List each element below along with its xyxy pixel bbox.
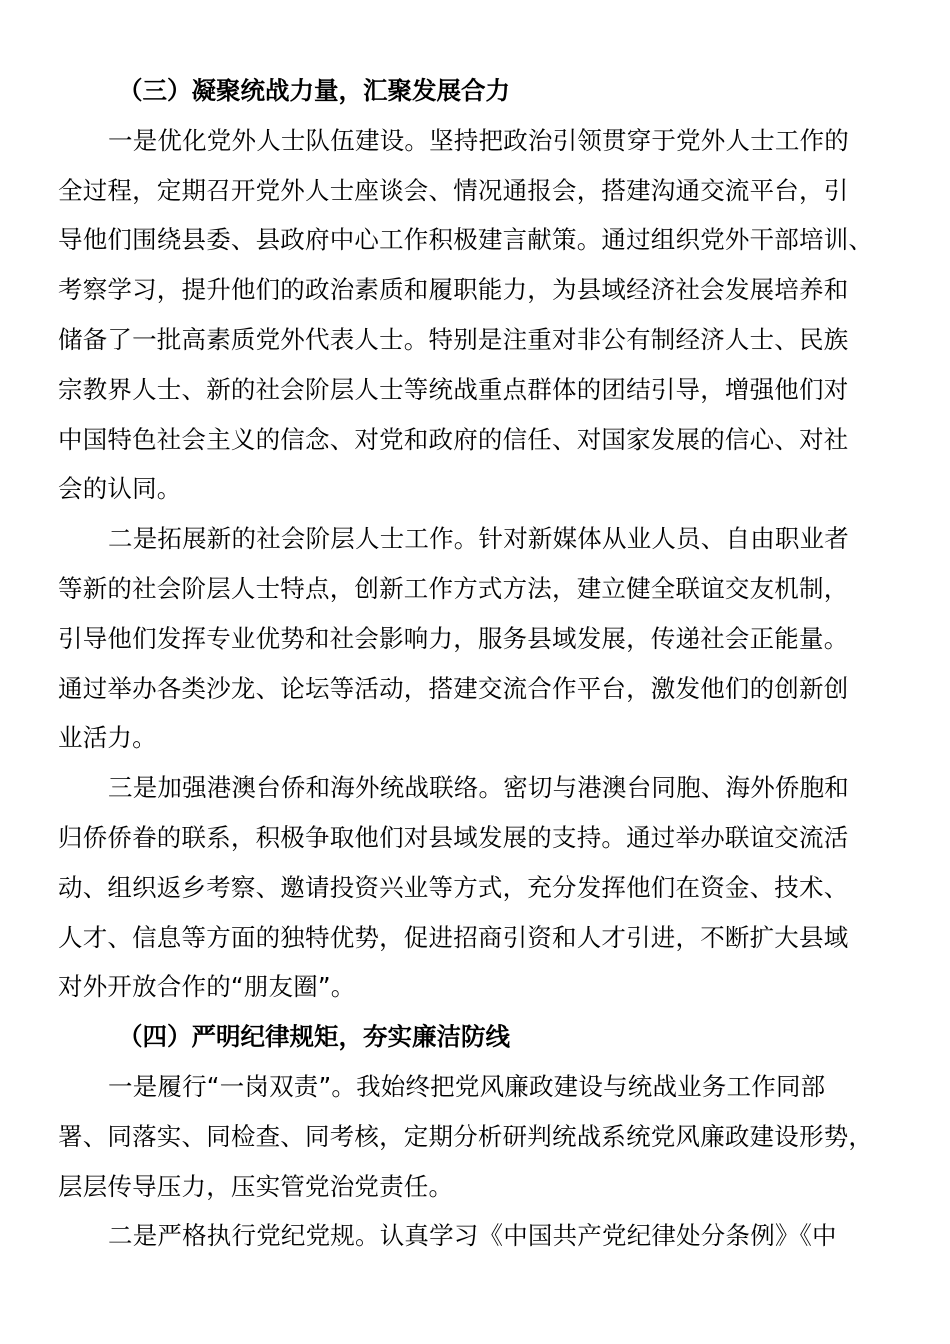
text-line: 储备了一批高素质党外代表人士。特别是注重对非公有制经济人士、民族 [58, 324, 849, 354]
text-line: 通过举办各类沙龙、论坛等活动，搭建交流合作平台，激发他们的创新创 [58, 673, 849, 703]
text-line: 中国特色社会主义的信念、对党和政府的信任、对国家发展的信心、对社 [58, 424, 849, 454]
paragraph-1-1 [58, 116, 888, 514]
text-line: 会的认同。 [58, 474, 182, 504]
text-line: 等新的社会阶层人士特点，创新工作方式方法，建立健全联谊交友机制， [58, 573, 849, 603]
text-line: 一是履行“一岗双责”。我始终把党风廉政建设与统战业务工作同部 [108, 1071, 826, 1101]
text-line: 对外开放合作的“朋友圈”。 [58, 972, 356, 1002]
text-line: 层层传导压力，压实管党治党责任。 [58, 1171, 454, 1201]
text-line: 引导他们发挥专业优势和社会影响力，服务县域发展，传递社会正能量。 [58, 623, 849, 653]
text-line: 署、同落实、同检查、同考核，定期分析研判统战系统党风廉政建设形势， [58, 1121, 874, 1151]
text-line: 归侨侨眷的联系，积极争取他们对县域发展的支持。通过举办联谊交流活 [58, 822, 849, 852]
text-line: 动、组织返乡考察、邀请投资兴业等方式，充分发挥他们在资金、技术、 [58, 872, 849, 902]
text-line: 二是拓展新的社会阶层人士工作。针对新媒体从业人员、自由职业者 [108, 524, 849, 554]
paragraph-1-2 [58, 514, 888, 763]
text-line: 二是严格执行党纪党规。认真学习《中国共产党纪律处分条例》《中 [108, 1221, 837, 1251]
text-line: 一是优化党外人士队伍建设。坚持把政治引领贯穿于党外人士工作的 [108, 125, 849, 155]
section-heading-4: （四）严明纪律规矩，夯实廉洁防线 [118, 1022, 510, 1052]
text-line: 导他们围绕县委、县政府中心工作积极建言献策。通过组织党外干部培训、 [58, 225, 874, 255]
text-line: 三是加强港澳台侨和海外统战联络。密切与港澳台同胞、海外侨胞和 [108, 773, 849, 803]
paragraph-1-3 [58, 763, 888, 1012]
text-line: 全过程，定期召开党外人士座谈会、情况通报会，搭建沟通交流平台，引 [58, 175, 849, 205]
section-heading-3: （三）凝聚统战力量，汇聚发展合力 [118, 76, 510, 105]
text-line: 人才、信息等方面的独特优势，促进招商引资和人才引进，不断扩大县域 [58, 922, 849, 952]
text-line: 业活力。 [58, 723, 157, 753]
text-line: 考察学习，提升他们的政治素质和履职能力，为县域经济社会发展培养和 [58, 275, 849, 305]
paragraph-2-2 [58, 1211, 888, 1261]
paragraph-2-1 [58, 1062, 888, 1211]
document-page [58, 66, 888, 1261]
text-line: 宗教界人士、新的社会阶层人士等统战重点群体的团结引导，增强他们对 [58, 374, 849, 404]
